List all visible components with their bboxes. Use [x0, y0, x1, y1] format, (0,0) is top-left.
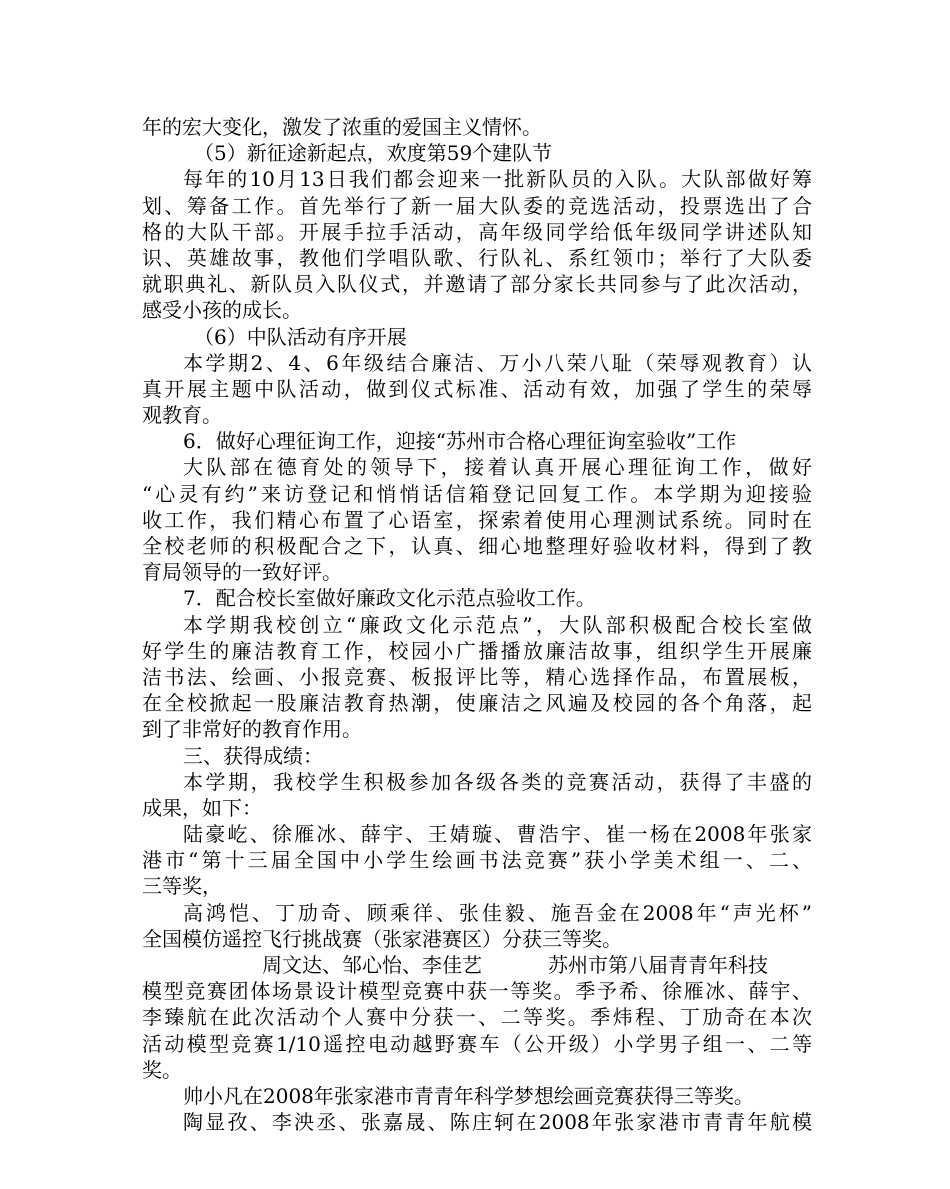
text-line-14: 大队部在德育处的领导下，接着认真开展心理征询工作，做好	[183, 455, 812, 480]
text-line-30: 三等奖，	[142, 874, 222, 899]
text-line-28: 陆豪屹、徐雁冰、薛宇、王婧璇、曹浩宇、崔一杨在2008年张家	[183, 822, 812, 847]
text-line-21: 好学生的廉洁教育工作，校园小广播播放廉洁故事，组织学生开展廉	[142, 638, 812, 663]
text-line-35: 李臻航在此次活动个人赛中分获一、二等奖。季炜程、丁劢奇在本次	[142, 1005, 812, 1030]
award-event: 苏州市第八届青青年科技	[548, 953, 768, 977]
text-line-38: 帅小凡在2008年张家港市青青年科学梦想绘画竞赛获得三等奖。	[183, 1083, 754, 1108]
text-line-39: 陶显孜、李泱丞、张嘉晟、陈庄轲在2008年张家港市青青年航模	[183, 1110, 812, 1135]
text-line-3: 每年的10月13日我们都会迎来一批新队员的入队。大队部做好筹	[183, 167, 812, 192]
text-line-32: 全国模仿遥控飞行挑战赛（张家港赛区）分获三等奖。	[142, 926, 622, 951]
heading-section-6: 6．做好心理征询工作，迎接“苏州市合格心理征询室验收”工作	[183, 429, 737, 454]
text-line-20: 本学期我校创立“廉政文化示范点”，大队部积极配合校长室做	[183, 612, 812, 637]
text-line-5: 格的大队干部。开展手拉手活动，高年级同学给低年级同学讲述队知	[142, 219, 812, 244]
text-line-22: 洁书法、绘画、小报竞赛、板报评比等，精心选择作品，布置展板，	[142, 664, 812, 689]
text-line-1: 年的宏大变化，激发了浓重的爱国主义情怀。	[142, 115, 542, 139]
heading-section-3: 三、获得成绩：	[183, 743, 323, 768]
text-line-33	[142, 952, 812, 978]
text-line-16: 收工作，我们精心布置了心语室，探索着使用心理测试系统。同时在	[142, 507, 812, 532]
text-line-24: 到了非常好的教育作用。	[142, 717, 362, 742]
text-line-29: 港市“第十三届全国中小学生绘画书法竞赛”获小学美术组一、二、	[142, 848, 812, 873]
heading-6: （6）中队活动有序开展	[194, 324, 407, 349]
text-line-36: 活动模型竞赛1/10遥控电动越野赛车（公开级）小学男子组一、二等	[142, 1031, 812, 1056]
heading-5: （5）新征途新起点，欢度第59个建队节	[194, 141, 553, 166]
text-line-8: 感受小孩的成长。	[142, 298, 302, 323]
text-line-6: 识、英雄故事，教他们学唱队歌、行队礼、系红领巾；举行了大队委	[142, 245, 812, 270]
text-line-37: 奖。	[142, 1057, 182, 1082]
text-line-31: 高鸿恺、丁劢奇、顾乘徉、张佳毅、施吾金在2008年“声光杯”	[183, 900, 812, 925]
text-line-18: 育局领导的一致好评。	[142, 560, 342, 585]
text-line-12: 观教育。	[142, 403, 222, 428]
text-line-23: 在全校掀起一股廉洁教育热潮，使廉洁之风遍及校园的各个角落，起	[142, 691, 812, 716]
text-line-26: 本学期，我校学生积极参加各级各类的竞赛活动，获得了丰盛的	[183, 769, 812, 794]
text-line-7: 就职典礼、新队员入队仪式，并邀请了部分家长共同参与了此次活动，	[142, 272, 812, 297]
award-names: 周文达、邹心怡、李佳艺	[262, 953, 482, 977]
text-line-4: 划、筹备工作。首先举行了新一届大队委的竞选活动，投票选出了合	[142, 193, 812, 218]
heading-section-7: 7．配合校长室做好廉政文化示范点验收工作。	[183, 586, 596, 611]
text-line-11: 真开展主题中队活动，做到仪式标准、活动有效，加强了学生的荣辱	[142, 376, 812, 401]
text-line-34: 模型竞赛团体场景设计模型竞赛中获一等奖。季予希、徐雁冰、薛宇、	[142, 979, 812, 1004]
text-line-17: 全校老师的积极配合之下，认真、细心地整理好验收材料，得到了教	[142, 534, 812, 558]
text-line-27: 成果，如下：	[142, 795, 262, 820]
text-line-10: 本学期2、4、6年级结合廉洁、万小八荣八耻（荣辱观教育）认	[183, 350, 812, 375]
text-line-15: “心灵有约”来访登记和悄悄话信箱登记回复工作。本学期为迎接验	[142, 481, 812, 506]
document-page	[142, 114, 812, 1135]
